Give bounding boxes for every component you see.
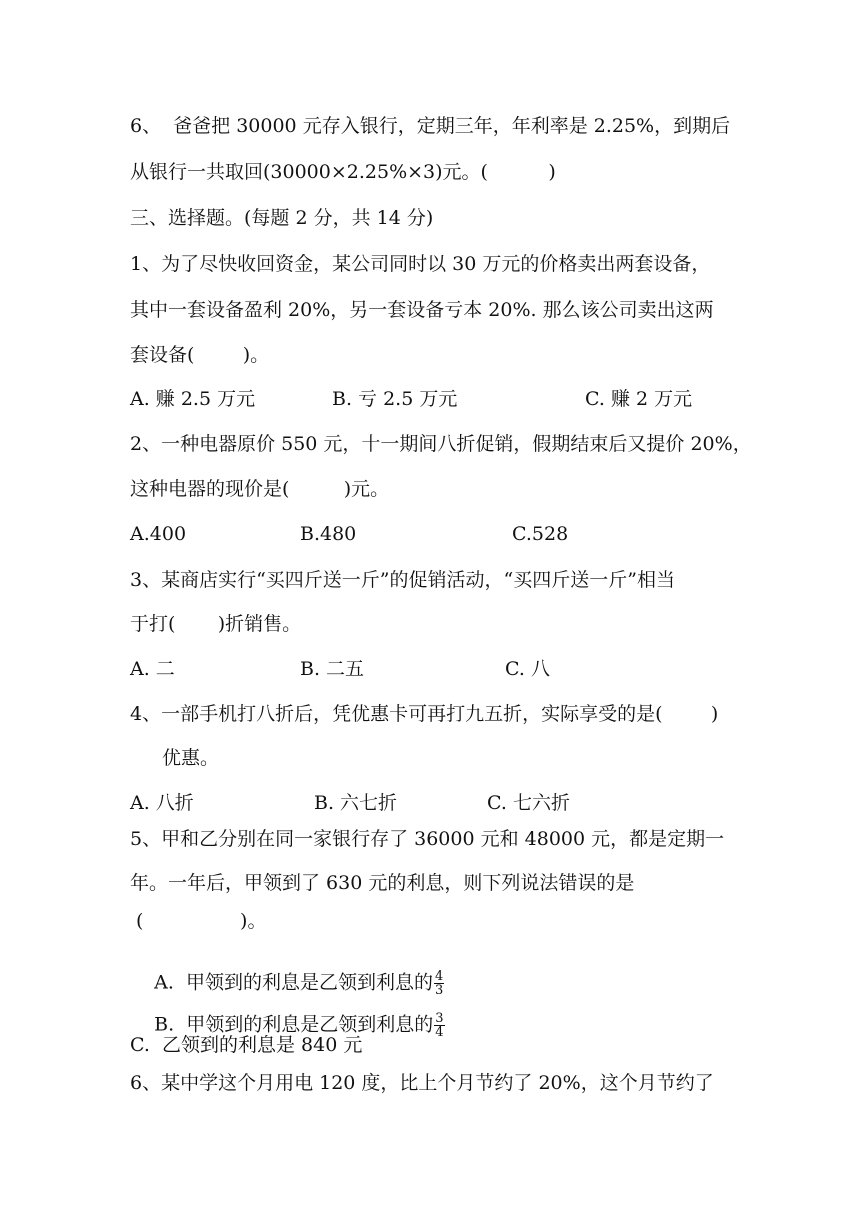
q1-line-1: 1、为了尽快收回资金，某公司同时以 30 万元的价格卖出两套设备， bbox=[130, 253, 711, 275]
q3-line-1: 3、某商店实行“买四斤送一斤”的促销活动，“买四斤送一斤”相当 bbox=[130, 569, 675, 591]
q3-option-b[interactable]: B. 二五 bbox=[300, 658, 365, 680]
q1-option-c[interactable]: C. 赚 2 万元 bbox=[585, 388, 693, 410]
fraction-denominator: 4 bbox=[435, 1025, 444, 1040]
fraction-denominator: 3 bbox=[435, 983, 444, 998]
q6-line-1: 6、某中学这个月用电 120 度，比上个月节约了 20%，这个月节约了 bbox=[130, 1072, 714, 1094]
fraction-three-quarters bbox=[434, 1012, 444, 1039]
q4-option-b[interactable]: B. 六七折 bbox=[314, 792, 398, 814]
q4-line-1: 4、一部手机打八折后，凭优惠卡可再打九五折，实际享受的是( ) bbox=[130, 703, 719, 725]
q4-line-2: 优惠。 bbox=[162, 747, 220, 769]
q1-line-3: 套设备( )。 bbox=[130, 344, 270, 366]
q5-line-1: 5、甲和乙分别在同一家银行存了 36000 元和 48000 元，都是定期一 bbox=[130, 828, 725, 850]
q5-line-3: ( )。 bbox=[136, 910, 267, 932]
q1-line-2: 其中一套设备盈利 20%，另一套设备亏本 20%. 那么该公司卖出这两 bbox=[130, 299, 714, 321]
q2-option-b[interactable]: B.480 bbox=[300, 523, 357, 545]
section-title: 三、选择题。(每题 2 分，共 14 分) bbox=[130, 207, 434, 229]
q1-option-a[interactable]: A. 赚 2.5 万元 bbox=[130, 388, 256, 410]
q3-option-c[interactable]: C. 八 bbox=[505, 658, 550, 680]
q6-top-line-2: 从银行一共取回(30000×2.25%×3)元。( ) bbox=[130, 161, 556, 183]
q4-option-c[interactable]: C. 七六折 bbox=[487, 792, 570, 814]
q5-line-2: 年。一年后，甲领到了 630 元的利息，则下列说法错误的是 bbox=[130, 872, 635, 894]
q2-line-2: 这种电器的现价是( )元。 bbox=[130, 478, 390, 500]
q3-option-a[interactable]: A. 二 bbox=[130, 658, 175, 680]
q4-option-a[interactable]: A. 八折 bbox=[130, 792, 194, 814]
q2-option-c[interactable]: C.528 bbox=[512, 523, 569, 545]
q6-top-line-1: 6、 爸爸把 30000 元存入银行，定期三年，年利率是 2.25%，到期后 bbox=[130, 115, 731, 137]
q5-option-a-text: A. 甲领到的利息是乙领到利息的 bbox=[154, 971, 434, 994]
q2-line-1: 2、一种电器原价 550 元，十一期间八折促销，假期结束后又提价 20%， bbox=[130, 433, 752, 455]
q5-option-b-text: B. 甲领到的利息是乙领到利息的 bbox=[154, 1013, 434, 1036]
fraction-numerator: 3 bbox=[435, 1011, 444, 1026]
q3-line-2: 于打( )折销售。 bbox=[130, 613, 302, 635]
fraction-numerator: 4 bbox=[435, 969, 444, 984]
q2-option-a[interactable]: A.400 bbox=[130, 523, 187, 545]
q5-option-c[interactable]: C. 乙领到的利息是 840 元 bbox=[130, 1034, 363, 1056]
q1-option-b[interactable]: B. 亏 2.5 万元 bbox=[332, 388, 458, 410]
